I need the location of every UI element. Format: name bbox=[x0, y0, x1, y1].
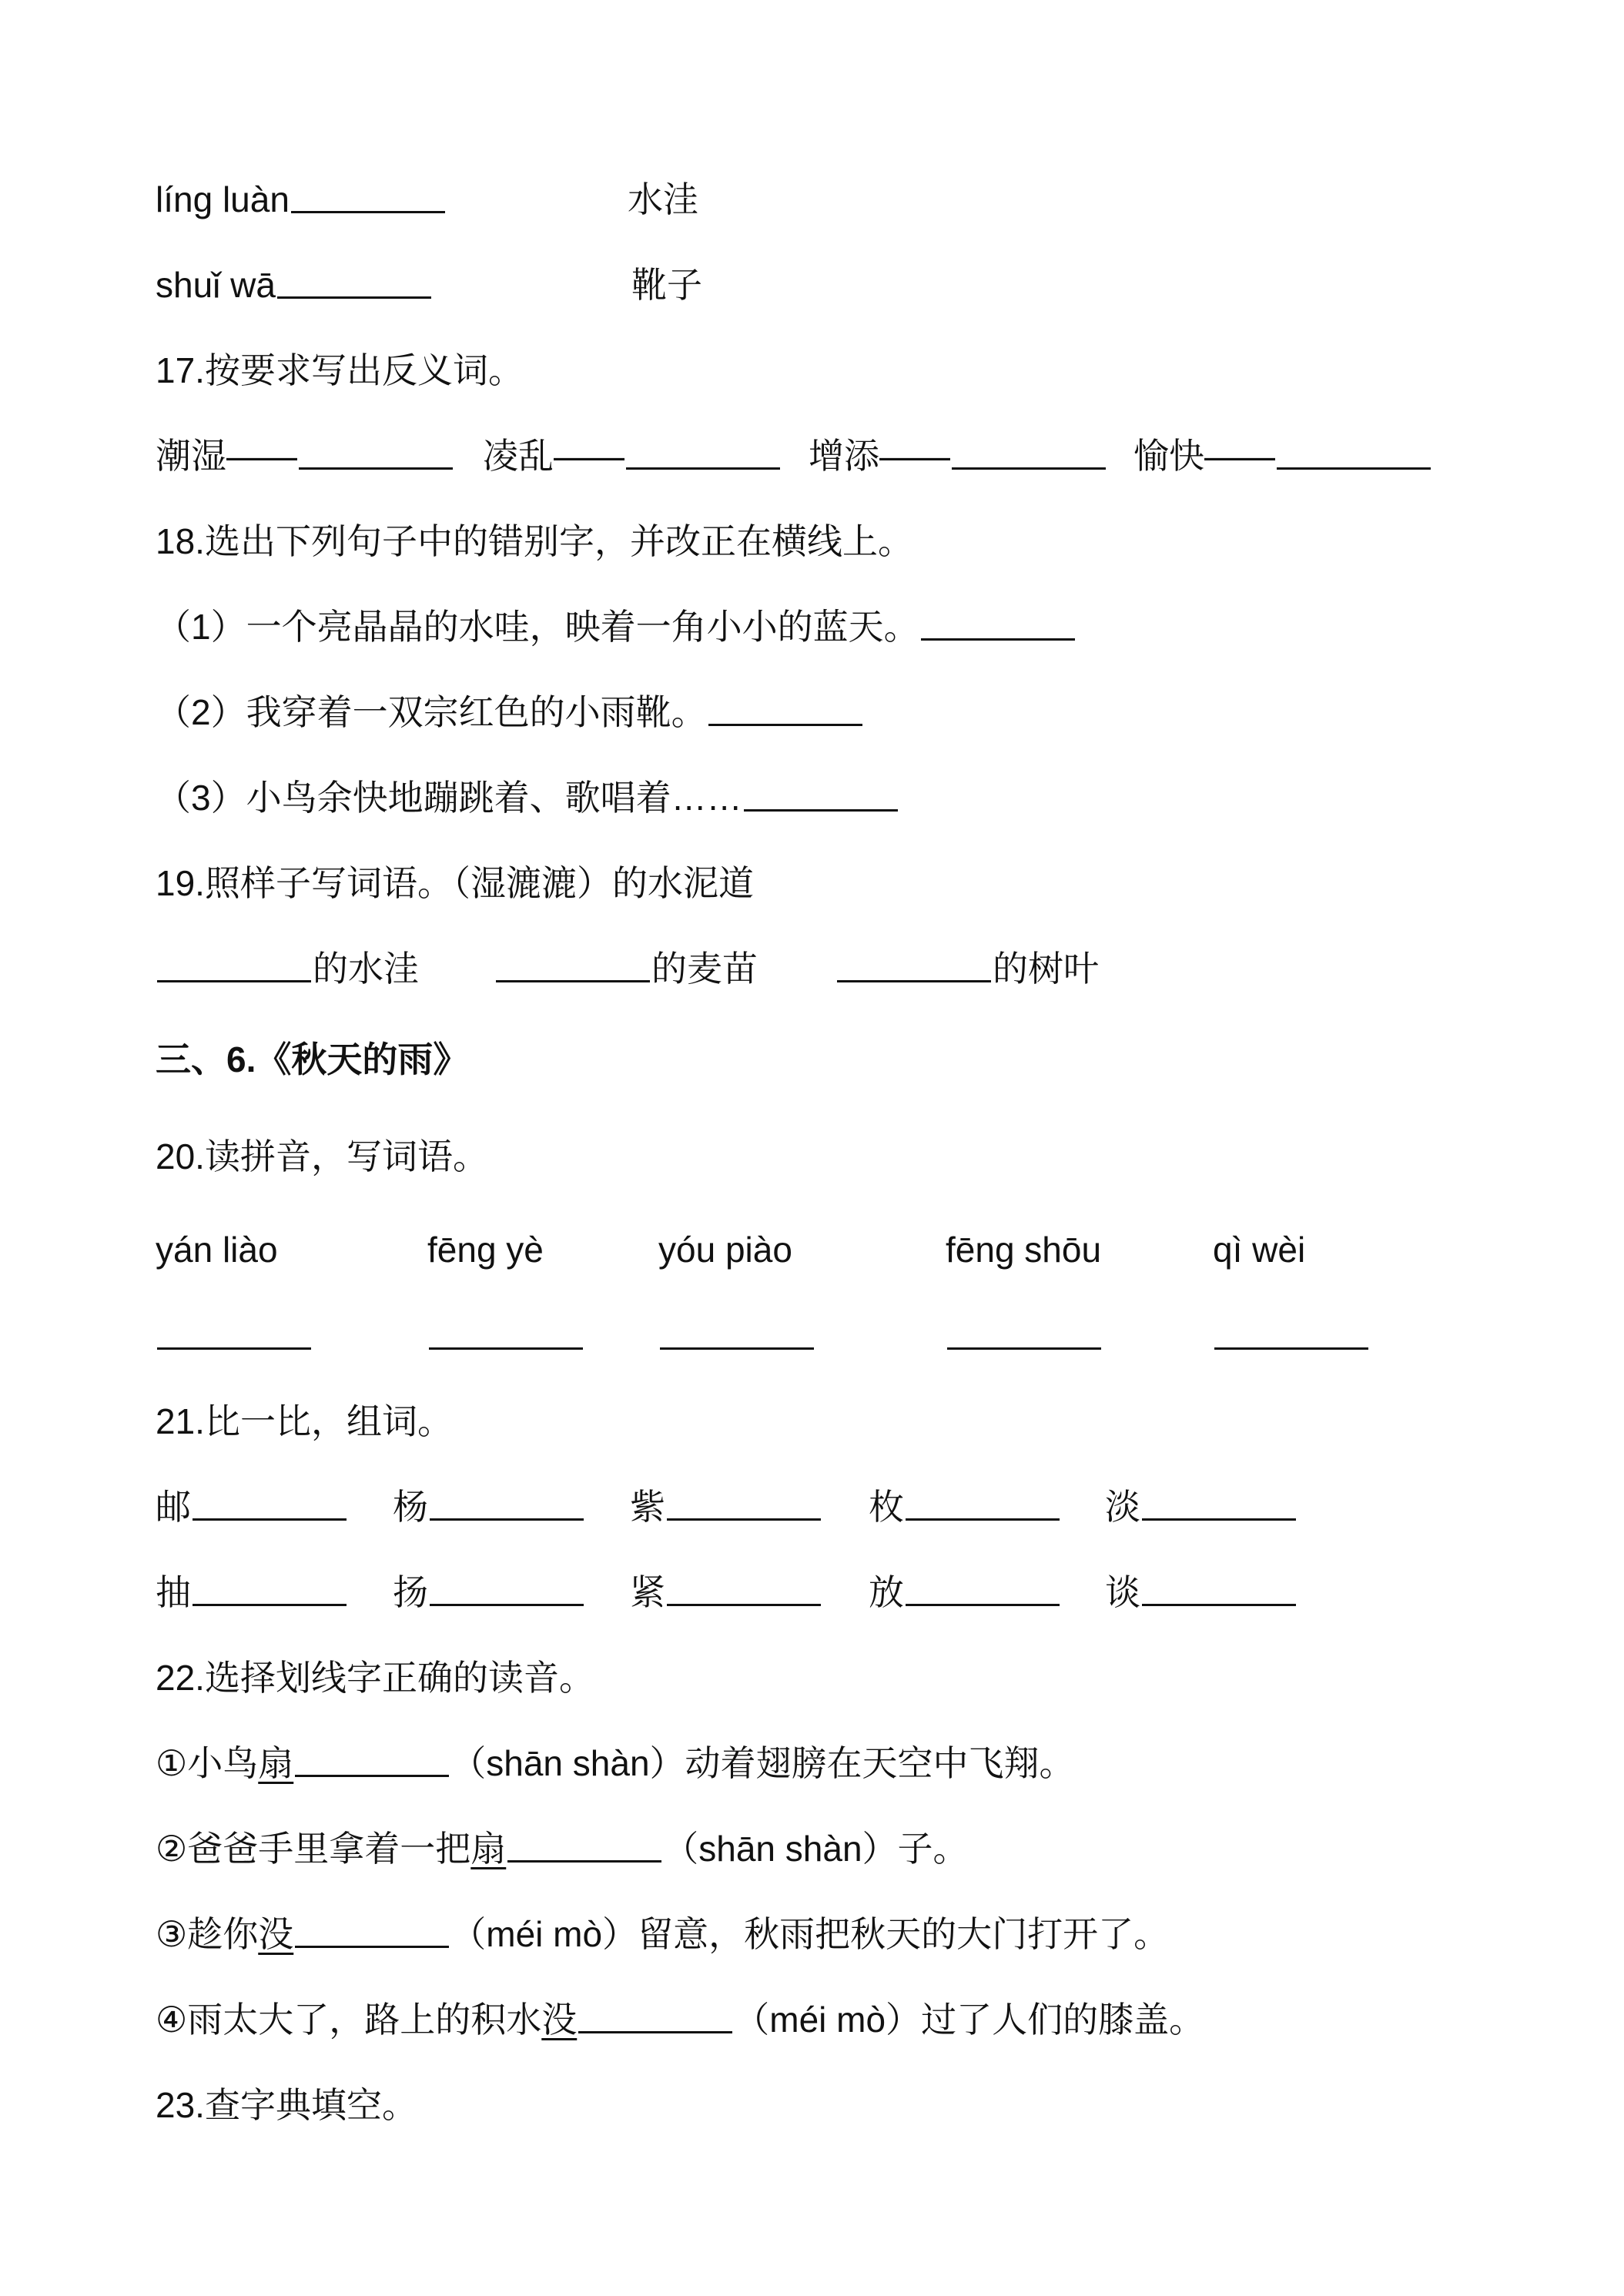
answer-blank[interactable] bbox=[906, 1481, 1060, 1521]
compare-item: 放 bbox=[869, 1558, 1061, 1627]
sentence-item: （1）一个亮晶晶的水哇，映着一角小小的蓝天。 bbox=[156, 592, 1077, 661]
answer-blank[interactable] bbox=[1142, 1567, 1296, 1606]
answer-blank[interactable] bbox=[626, 430, 780, 470]
answer-blank[interactable] bbox=[299, 430, 453, 470]
reading-item: ①小鸟扇 （shān shàn）动着翅膀在天空中飞翔。 bbox=[156, 1729, 1075, 1798]
antonym-item: 愉快—— bbox=[1133, 421, 1432, 490]
compare-item: 紫 bbox=[630, 1472, 822, 1541]
answer-blank[interactable] bbox=[295, 1909, 449, 1948]
answer-blank-cell bbox=[1213, 1301, 1370, 1371]
answer-blank[interactable] bbox=[667, 1481, 821, 1521]
answer-blank[interactable] bbox=[295, 1738, 449, 1777]
question-17-title: 17.按要求写出反义词。 bbox=[156, 350, 524, 390]
section-title: 三、6.《秋天的雨》 bbox=[156, 1039, 469, 1079]
sentence-item: （3）小鸟余快地蹦跳着、歌唱着…… bbox=[156, 763, 899, 832]
pinyin-text: fēng yè bbox=[427, 1230, 544, 1270]
underlined-char: 扇 bbox=[258, 1743, 294, 1783]
answer-blank[interactable] bbox=[157, 1310, 311, 1350]
answer-blank[interactable] bbox=[906, 1567, 1060, 1606]
pinyin-text: yán liào bbox=[156, 1230, 278, 1270]
compare-item: 邮 bbox=[156, 1472, 348, 1541]
compare-item: 枚 bbox=[869, 1472, 1061, 1541]
phrase-item: 的水洼 bbox=[156, 934, 419, 1003]
answer-blank[interactable] bbox=[430, 1567, 584, 1606]
answer-blank[interactable] bbox=[193, 1481, 347, 1521]
underlined-char: 没 bbox=[541, 2000, 578, 2040]
question-20-title: 20.读拼音，写词语。 bbox=[156, 1136, 488, 1176]
pinyin-row-2 bbox=[156, 250, 433, 320]
answer-blank[interactable] bbox=[507, 1823, 661, 1863]
pinyin-row-1 bbox=[156, 165, 447, 234]
answer-blank[interactable] bbox=[291, 174, 445, 213]
answer-blank-cell bbox=[658, 1301, 815, 1371]
reading-item: ②爸爸手里拿着一把扇 （shān shàn）子。 bbox=[156, 1814, 969, 1883]
answer-blank[interactable] bbox=[193, 1567, 347, 1606]
question-23-title: 23.查字典填空。 bbox=[156, 2085, 417, 2125]
answer-blank-cell bbox=[427, 1301, 584, 1371]
word-option: 靴子 bbox=[631, 265, 702, 305]
pinyin-text: yóu piào bbox=[658, 1230, 792, 1270]
answer-blank[interactable] bbox=[1142, 1481, 1296, 1521]
answer-blank[interactable] bbox=[429, 1310, 583, 1350]
phrase-item: 的麦苗 bbox=[494, 934, 758, 1003]
antonym-item: 潮湿—— bbox=[156, 421, 454, 490]
answer-blank[interactable] bbox=[952, 430, 1106, 470]
answer-blank[interactable] bbox=[1214, 1310, 1368, 1350]
question-18-title: 18.选出下列句子中的错别字，并改正在横线上。 bbox=[156, 521, 913, 561]
compare-item: 谈 bbox=[1105, 1558, 1298, 1627]
compare-item: 杨 bbox=[393, 1472, 585, 1541]
phrase-item: 的树叶 bbox=[835, 934, 1099, 1003]
pinyin-text: fēng shōu bbox=[946, 1230, 1102, 1270]
answer-blank[interactable] bbox=[430, 1481, 584, 1521]
answer-blank[interactable] bbox=[667, 1567, 821, 1606]
pinyin-text: líng luàn bbox=[156, 179, 290, 219]
question-22-title: 22.选择划线字正确的读音。 bbox=[156, 1658, 594, 1698]
answer-blank-cell bbox=[156, 1301, 313, 1371]
answer-blank[interactable] bbox=[837, 943, 991, 982]
underlined-char: 没 bbox=[258, 1914, 294, 1954]
pinyin-text: shuǐ wā bbox=[156, 265, 276, 305]
question-21-title: 21.比一比，组词。 bbox=[156, 1401, 453, 1441]
underlined-char: 扇 bbox=[470, 1829, 507, 1869]
answer-blank[interactable] bbox=[921, 601, 1075, 641]
antonym-item: 凌乱—— bbox=[483, 421, 782, 490]
word-option: 水洼 bbox=[628, 179, 698, 219]
question-19-title: 19.照样子写词语。（湿漉漉）的水泥道 bbox=[156, 863, 754, 903]
reading-item: ④雨太大了，路上的积水没 （méi mò）过了人们的膝盖。 bbox=[156, 1985, 1204, 2054]
answer-blank[interactable] bbox=[496, 943, 650, 982]
answer-blank[interactable] bbox=[157, 943, 311, 982]
answer-blank[interactable] bbox=[947, 1310, 1101, 1350]
answer-blank[interactable] bbox=[1277, 430, 1431, 470]
pinyin-text: qì wèi bbox=[1213, 1230, 1306, 1270]
answer-blank-cell bbox=[946, 1301, 1103, 1371]
reading-item: ③趁你没 （méi mò）留意，秋雨把秋天的大门打开了。 bbox=[156, 1899, 1169, 1969]
compare-item: 紧 bbox=[630, 1558, 822, 1627]
answer-blank[interactable] bbox=[744, 772, 898, 812]
answer-blank[interactable] bbox=[578, 1994, 732, 2033]
compare-item: 淡 bbox=[1105, 1472, 1298, 1541]
compare-item: 抽 bbox=[156, 1558, 348, 1627]
compare-item: 扬 bbox=[393, 1558, 585, 1627]
antonym-item: 增添—— bbox=[809, 421, 1107, 490]
sentence-item: （2）我穿着一双宗红色的小雨靴。 bbox=[156, 678, 864, 747]
answer-blank[interactable] bbox=[708, 687, 862, 726]
answer-blank[interactable] bbox=[660, 1310, 814, 1350]
answer-blank[interactable] bbox=[277, 259, 431, 299]
